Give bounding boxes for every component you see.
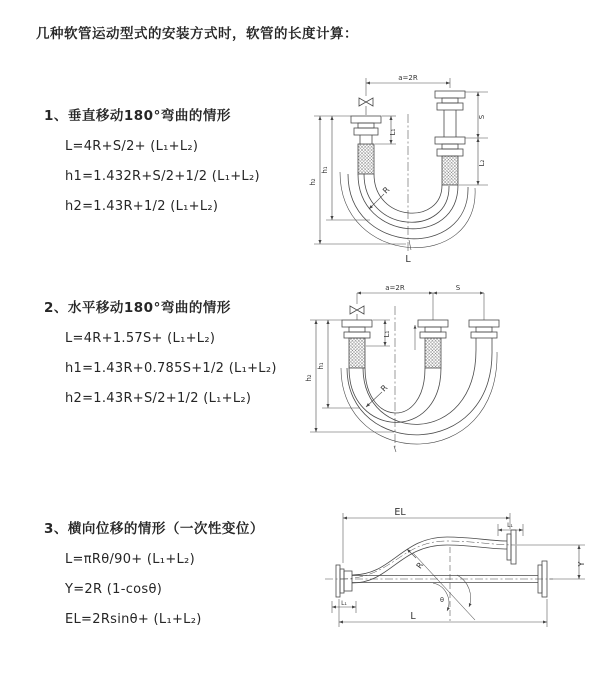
dim-label-s: S xyxy=(478,114,486,120)
d1-geometry xyxy=(314,78,488,253)
dim-label-l1: L₁ xyxy=(389,128,397,136)
formula-h1: h1=1.43R+0.785S+1/2 (L₁+L₂) xyxy=(65,361,277,376)
dim-label-h1: h₁ xyxy=(321,166,329,174)
length-label: L xyxy=(405,254,411,265)
radius-label: R xyxy=(381,185,392,196)
dim-label-y: Y xyxy=(577,561,586,567)
section-3-heading: 3、横向位移的情形（一次性变位） xyxy=(44,521,264,537)
formula-l: L=4R+1.57S+ (L₁+L₂) xyxy=(65,331,216,346)
dim-label-l: L xyxy=(410,611,416,622)
formula-h2: h2=1.43R+1/2 (L₁+L₂) xyxy=(65,199,219,214)
dim-label-l1-top: L₁ xyxy=(507,522,513,529)
dim-label-a2r: a=2R xyxy=(398,74,418,82)
dim-label-h2: h₂ xyxy=(305,374,313,382)
diagram-lateral-displacement xyxy=(295,503,595,643)
dim-label-l1: L₁ xyxy=(383,330,391,338)
dim-label-s: S xyxy=(455,284,461,292)
section-1-heading: 1、垂直移动180°弯曲的情形 xyxy=(44,108,231,124)
valve-icon xyxy=(359,98,373,106)
diagram-horizontal-180-bend xyxy=(298,280,593,455)
formula-el: EL=2Rsinθ+ (L₁+L₂) xyxy=(65,612,202,627)
diagram-vertical-180-bend xyxy=(298,70,593,265)
formula-y: Y=2R (1-cosθ) xyxy=(65,582,163,597)
dim-label-h2: h₂ xyxy=(309,178,317,186)
formula-h1: h1=1.432R+S/2+1/2 (L₁+L₂) xyxy=(65,169,260,184)
section-horizontal-movement xyxy=(44,296,277,414)
formula-l: L=4R+S/2+ (L₁+L₂) xyxy=(65,139,199,154)
formula-h2: h2=1.43R+S/2+1/2 (L₁+L₂) xyxy=(65,391,252,406)
d3-geometry xyxy=(325,513,585,627)
section-2-formulas xyxy=(65,324,277,414)
formula-l: L=πRθ/90+ (L₁+L₂) xyxy=(65,552,195,567)
dim-label-h1: h₁ xyxy=(317,362,325,370)
page-title: 几种软管运动型式的安装方式时，软管的长度计算： xyxy=(36,26,358,42)
d3-labels xyxy=(341,507,586,622)
angle-label: θ xyxy=(440,596,444,604)
section-3-formulas xyxy=(65,545,264,635)
dim-label-a2r: a=2R xyxy=(385,284,405,292)
d2-geometry xyxy=(310,293,499,452)
dim-label-el: EL xyxy=(394,507,406,518)
dim-label-l1-bottom: L₁ xyxy=(341,600,347,607)
dim-label-l2: L₂ xyxy=(478,159,486,167)
radius-label: R xyxy=(379,383,390,394)
section-vertical-movement xyxy=(44,104,260,222)
section-2-heading: 2、水平移动180°弯曲的情形 xyxy=(44,300,231,316)
valve-icon xyxy=(350,306,364,314)
section-lateral-displacement xyxy=(44,517,264,635)
radius-label: R xyxy=(414,560,426,571)
section-1-formulas xyxy=(65,132,260,222)
